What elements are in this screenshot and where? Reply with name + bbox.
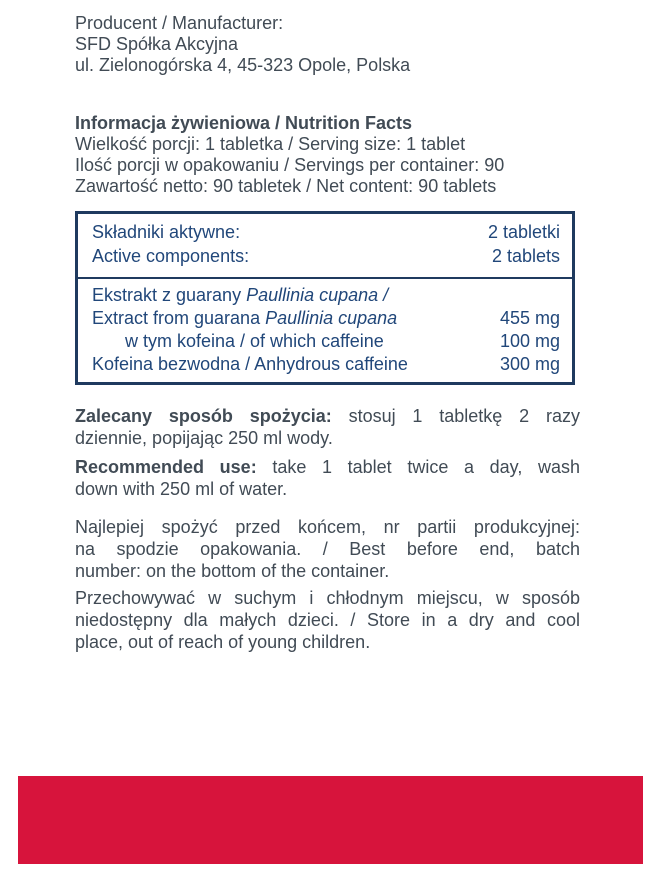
extract-label-en (92, 307, 397, 330)
extract-en-prefix: Extract from guarana (92, 308, 266, 328)
dosage-en-line-1-rest: take 1 tablet twice a day, wash (256, 457, 580, 477)
dosage-pl-label: Zalecany sposób spożycia: (75, 406, 332, 426)
table-row-anhydrous (92, 353, 560, 376)
ingredients-table (75, 211, 575, 385)
extract-pl-latin: Paullinia cupana / (246, 285, 389, 305)
caffeine-value: 100 mg (499, 331, 560, 351)
dosage-pl-paragraph (75, 405, 580, 449)
header-label-en: Active components: (92, 246, 250, 266)
best-before-line-1: Najlepiej spożyć przed końcem, nr partii produkcyjnej: (75, 517, 580, 537)
dosage-en-line-2: down with 250 ml of water. (75, 479, 288, 499)
dosage-pl-line-1-rest: stosuj 1 tabletkę 2 razy (331, 406, 580, 426)
header-row-en (92, 245, 560, 268)
red-band (18, 776, 643, 864)
dosage-en-label: Recommended use: (75, 457, 257, 477)
manufacturer-block (75, 13, 410, 76)
manufacturer-name: SFD Spółka Akcyjna (75, 34, 239, 54)
best-before-line-3: number: on the bottom of the container. (75, 561, 390, 581)
storage-line-2: niedostępny dla małych dzieci. / Store in a dry and cool (75, 610, 580, 630)
table-row-extract-en (92, 307, 560, 330)
ingredients-table-header (78, 214, 572, 279)
header-value-en: 2 tablets (491, 246, 560, 266)
best-before-paragraph (75, 516, 580, 582)
storage-line-1: Przechowywać w suchym i chłodnym miejscu, w sposób (75, 588, 580, 608)
extract-label-pl (92, 284, 388, 307)
manufacturer-heading: Producent / Manufacturer: (75, 13, 284, 33)
nutrition-title: Informacja żywieniowa / Nutrition Facts (75, 113, 413, 133)
header-value-pl: 2 tabletki (487, 222, 560, 242)
extract-en-latin: Paullinia cupana (265, 308, 398, 328)
storage-line-3: place, out of reach of young children. (75, 632, 371, 652)
nutrition-block (75, 113, 504, 197)
anhydrous-label: Kofeina bezwodna / Anhydrous caffeine (92, 354, 408, 374)
manufacturer-address: ul. Zielonogórska 4, 45-323 Opole, Polska (75, 55, 411, 75)
table-row-extract-pl (92, 284, 560, 307)
dosage-en-paragraph (75, 456, 580, 500)
best-before-line-2: na spodzie opakowania. / Best before end, batch (75, 539, 580, 559)
caffeine-label: w tym kofeina / of which caffeine (125, 331, 384, 351)
header-label-pl: Składniki aktywne: (92, 222, 241, 242)
dosage-en-line-1 (75, 456, 580, 478)
header-row-pl (92, 221, 560, 244)
extract-pl-prefix: Ekstrakt z guarany (92, 285, 247, 305)
serving-size: Wielkość porcji: 1 tabletka / Serving size: 1 tablet (75, 134, 466, 154)
dosage-pl-line-1 (75, 405, 580, 427)
extract-value: 455 mg (499, 308, 560, 328)
anhydrous-value: 300 mg (499, 354, 560, 374)
servings-per-container: Ilość porcji w opakowaniu / Servings per container: 90 (75, 155, 505, 175)
storage-paragraph (75, 587, 580, 653)
net-content: Zawartość netto: 90 tabletek / Net content: 90 tablets (75, 176, 497, 196)
table-row-caffeine (92, 330, 560, 353)
dosage-pl-line-2: dziennie, popijając 250 ml wody. (75, 428, 333, 448)
